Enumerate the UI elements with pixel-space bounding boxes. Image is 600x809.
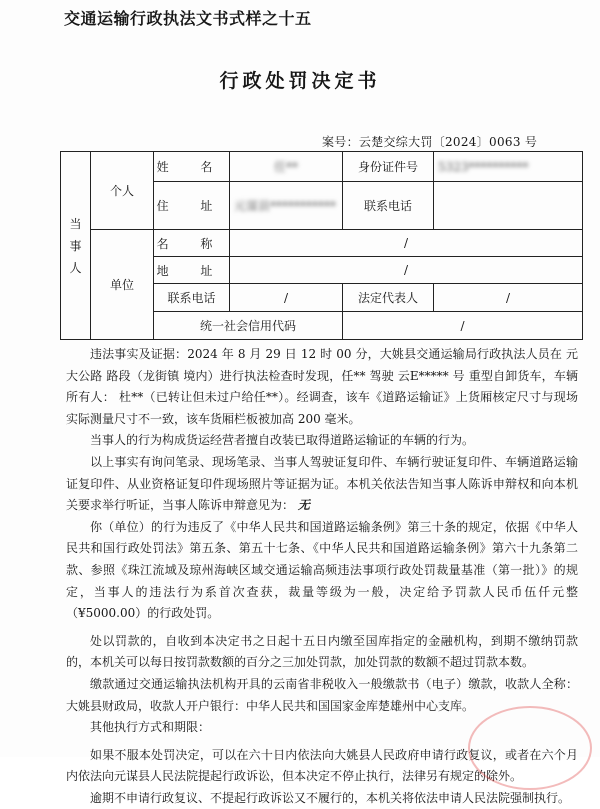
id-value: 5323********** (434, 152, 583, 182)
phone-value (434, 182, 583, 230)
name-value: 任** (230, 152, 343, 182)
address-label: 住 址 (154, 182, 230, 230)
legal-rep-label: 法定代表人 (343, 284, 434, 312)
legal-rep-value: / (434, 284, 583, 312)
paragraph-facts: 违法事实及证据：2024 年 8 月 29 日 12 时 00 分，大姚县交通运输局行政执法人员在 元大公路 路段（龙街镇 境内）进行执法检查时发现，任** 驾驶 云E***** 号 重型自卸货车，车辆所有人： 杜**（已转让但未过户给任**）。经调查，该车《道路运输证》上货厢核定尺寸与现场实际测量尺寸不一致，该车货厢栏板被加高 200 毫米。 (66, 347, 578, 426)
party-info-table (60, 151, 583, 340)
paragraph-evidence: 以上事实有询问笔录、现场笔录、当事人驾驶证复印件、车辆行驶证复印件、车辆道路运输证复印件、从业资格证复印件现场照片等证据为证。本机关依法告知当事人陈诉申辩权和向本机关要求举行听证，当事人陈诉申辩意见为： 无 (66, 454, 578, 513)
paragraph-payment-method: 缴款通过交通运输执法机构开具的云南省非税收入一般缴款书（电子）缴款，收款人全称：大姚县财政局，收款人开户银行：中华人民共和国国家金库楚雄州中心支库。 (66, 676, 578, 713)
unit-label: 单位 (91, 230, 154, 340)
official-seal-stamp (468, 706, 592, 790)
phone-label: 联系电话 (343, 182, 434, 230)
statement-signature: 无 (297, 498, 310, 513)
paragraph-penalty: 你（单位）的行为违反了《中华人民共和国道路运输条例》第三十条的规定，依据《中华人民共和国行政处罚法》第五条、第五十七条、《中华人民共和国道路运输条例》第六十九条第二款、参照《珠江流域及琼州海峡区域交通运输高频违法事项行政处罚裁量基准（第一批）》的规定，当事人的违法行为系首次查获，裁量等级为一般，决定给予罚款人民币伍仟元整（¥5000.00）的行政处罚。 (66, 519, 578, 621)
paragraph-enforcement: 逾期不申请行政复议、不提起行政诉讼又不履行的，本机关将依法申请人民法院强制执行。 (90, 790, 571, 805)
party-label: 当 事 人 (61, 152, 91, 340)
credit-code-label: 统一社会信用代码 (154, 312, 343, 340)
paragraph-other-execution: 其他执行方式和期限： (90, 720, 211, 735)
unit-phone-label: 联系电话 (154, 284, 230, 312)
unit-name-label: 名 称 (154, 230, 230, 257)
paragraph-appeal: 如果不服本处罚决定，可以在六十日内依法向大姚县人民政府申请行政复议，或者在六个月内依法向元谋县人民法院提起行政诉讼，但本决定不停止执行，法律另有规定的除外。 (66, 747, 578, 784)
credit-code-value: / (343, 312, 583, 340)
individual-label: 个人 (91, 152, 154, 230)
document-title: 行政处罚决定书 (219, 70, 381, 92)
unit-name-value: / (230, 230, 583, 257)
paragraph-payment-deadline: 处以罚款的，自收到本决定书之日起十五日内缴至国库指定的金融机构，到期不缴纳罚款的，本机关可以每日按罚款数额的百分之三加处罚款，加处罚款的数额不超过罚款本数。 (66, 633, 578, 670)
series-title: 交通运输行政执法文书式样之十五 (64, 9, 312, 28)
unit-phone-value: / (230, 284, 343, 312)
unit-address-label: 地 址 (154, 257, 230, 284)
paragraph-conclusion: 当事人的行为构成货运经营者擅自改装已取得道路运输证的车辆的行为。 (90, 433, 475, 448)
address-value: 元谋县*********** (230, 182, 343, 230)
id-label: 身份证件号 (343, 152, 434, 182)
name-label: 姓 名 (154, 152, 230, 182)
case-number: 案号：云楚交综大罚〔2024〕0063 号 (322, 135, 538, 149)
unit-address-value: / (230, 257, 583, 284)
